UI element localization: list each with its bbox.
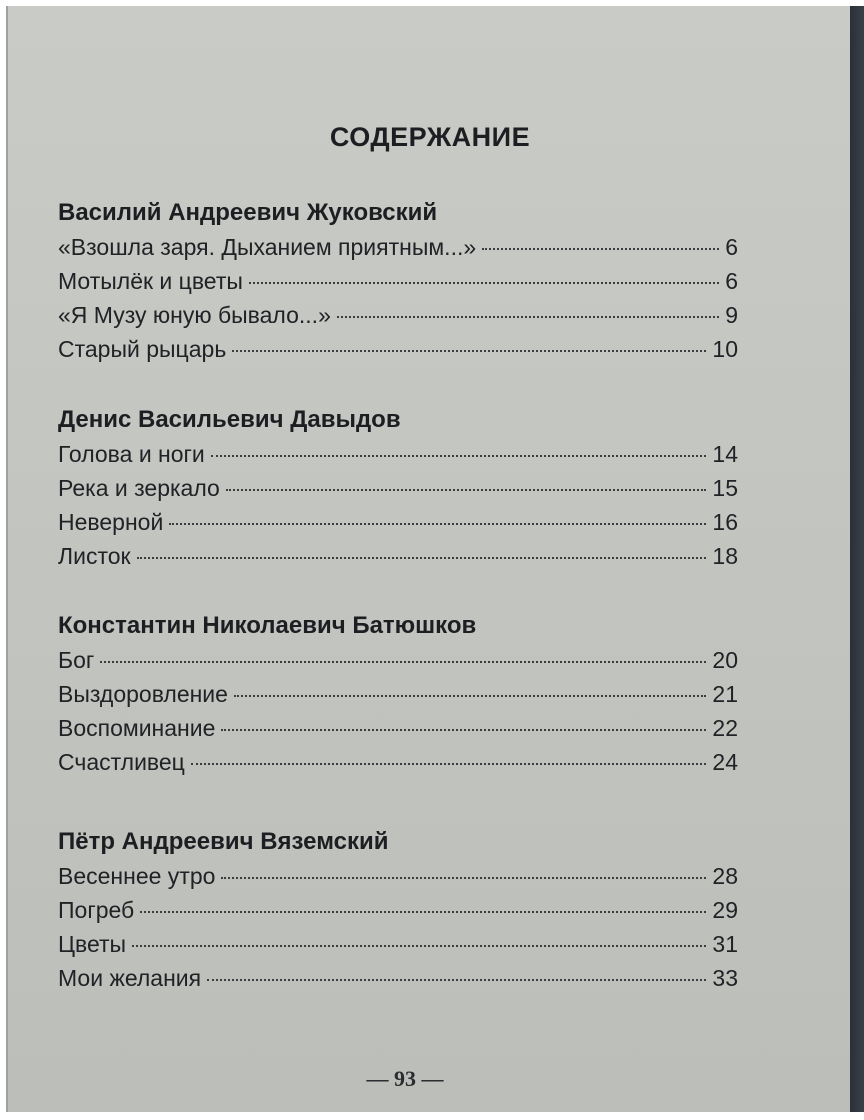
toc-entry <box>58 711 738 745</box>
dot-leader <box>207 979 706 981</box>
entry-title: Погреб <box>58 897 135 923</box>
toc-entry <box>58 859 738 893</box>
author-name: Денис Васильевич Давыдов <box>58 406 401 433</box>
entry-page-number: 10 <box>712 336 738 362</box>
toc-entry <box>58 677 738 711</box>
toc-heading: СОДЕРЖАНИЕ <box>329 122 531 152</box>
author-name: Василий Андреевич Жуковский <box>58 199 438 226</box>
entry-page-number: 28 <box>712 863 738 889</box>
toc-entry <box>58 893 738 927</box>
toc-entry <box>58 745 738 779</box>
toc-entry <box>58 505 738 539</box>
entry-title: Неверной <box>58 509 164 535</box>
page-number: — 93 — <box>366 1066 444 1091</box>
dot-leader <box>221 729 706 731</box>
entry-page-number: 14 <box>712 441 738 467</box>
entry-title: Мотылёк и цветы <box>58 268 243 294</box>
toc-entry <box>58 927 738 961</box>
entry-title: «Взошла заря. Дыханием приятным...» <box>58 234 477 260</box>
toc-entry <box>58 961 738 995</box>
dot-leader <box>226 489 707 491</box>
entry-title: Весеннее утро <box>58 863 216 889</box>
toc-section-batyushkov <box>58 609 738 779</box>
toc-section-zhukovsky <box>58 196 738 366</box>
entry-page-number: 21 <box>712 681 738 707</box>
entry-page-number: 9 <box>725 302 738 328</box>
entry-title: Цветы <box>58 931 127 957</box>
toc-entry <box>58 539 738 573</box>
entry-title: Листок <box>58 543 131 569</box>
entry-page-number: 22 <box>712 715 738 741</box>
entry-page-number: 29 <box>712 897 738 923</box>
entry-page-number: 18 <box>712 543 738 569</box>
entry-title: Счастливец <box>58 749 185 775</box>
dot-leader <box>140 911 706 913</box>
toc-entry <box>58 437 738 471</box>
dot-leader <box>337 316 719 318</box>
entry-title: Река и зеркало <box>58 475 220 501</box>
entry-page-number: 33 <box>712 965 738 991</box>
author-name: Пётр Андреевич Вяземский <box>58 828 389 855</box>
dot-leader <box>169 523 706 525</box>
dot-leader <box>137 557 707 559</box>
dot-leader <box>221 877 706 879</box>
entry-title: «Я Музу юную бывало...» <box>58 302 331 328</box>
toc-section-vyazemsky <box>58 825 738 995</box>
dot-leader <box>249 282 719 284</box>
toc-entry <box>58 471 738 505</box>
toc-entry <box>58 298 738 332</box>
entry-page-number: 31 <box>712 931 738 957</box>
entry-title: Выздоровление <box>58 681 228 707</box>
dot-leader <box>234 695 706 697</box>
entry-page-number: 24 <box>712 749 738 775</box>
entry-title: Мои желания <box>58 965 202 991</box>
entry-title: Старый рыцарь <box>58 336 227 362</box>
entry-page-number: 16 <box>712 509 738 535</box>
author-name: Константин Николаевич Батюшков <box>58 612 477 639</box>
dot-leader <box>482 248 719 250</box>
toc-entry <box>58 643 738 677</box>
dot-leader <box>132 945 706 947</box>
dot-leader <box>211 455 707 457</box>
entry-page-number: 6 <box>725 268 738 294</box>
dot-leader <box>232 350 706 352</box>
entry-title: Воспоминание <box>58 715 216 741</box>
entry-title: Голова и ноги <box>58 441 205 467</box>
page-edge-shadow <box>850 6 864 1112</box>
dot-leader <box>100 661 706 663</box>
toc-section-davydov <box>58 403 738 573</box>
toc-entry <box>58 230 738 264</box>
entry-page-number: 6 <box>725 234 738 260</box>
entry-title: Бог <box>58 647 95 673</box>
entry-page-number: 20 <box>712 647 738 673</box>
dot-leader <box>191 763 707 765</box>
toc-entry <box>58 264 738 298</box>
entry-page-number: 15 <box>712 475 738 501</box>
toc-entry <box>58 332 738 366</box>
